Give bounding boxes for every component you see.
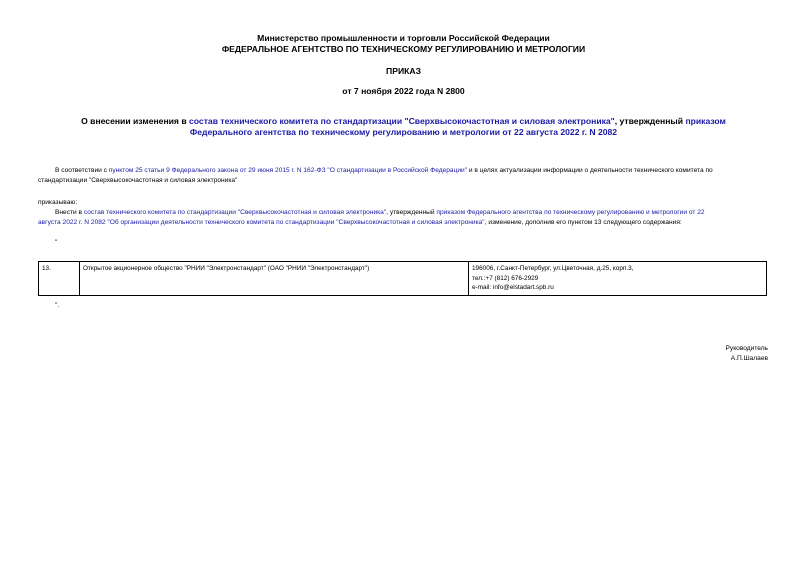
quote-open: " <box>55 239 58 246</box>
order-decree-link[interactable]: приказом Федерального агентства по техническому регулированию и метрологии от 22 <box>436 209 705 216</box>
title-text-1: О внесении изменения в <box>81 116 190 126</box>
signer-position: Руководитель <box>725 345 768 352</box>
preamble-text-2: и в целях актуализации информации о деятельности технического комитета по <box>467 167 713 174</box>
preamble-line2: стандартизации "Сверхвысокочастотная и силовая электроника" <box>38 177 238 184</box>
order-word: приказываю: <box>38 199 78 206</box>
table-row <box>39 262 767 296</box>
quote-close: ". <box>55 302 60 309</box>
organization-cell: Открытое акционерное общество "РНИИ "Электронстандарт" (ОАО "РНИИ "Электронстандарт") <box>80 262 469 296</box>
order-text-1: Внести в <box>55 209 84 216</box>
title-link-composition[interactable]: состав технического комитета по стандартизации "Сверхвысокочастотная и силовая электроника" <box>189 116 615 126</box>
phone: тел.:+7 (812) 676-2929 <box>472 274 539 282</box>
preamble-line1 <box>55 166 775 176</box>
signer-name: А.П.Шалаев <box>730 355 768 362</box>
address: 196006, г.Санкт-Петербург, ул.Цветочная, д.25, корп.3, <box>472 265 634 272</box>
order-composition-link[interactable]: состав технического комитета по стандартизации "Сверхвысокочастотная и силовая электроника" <box>83 209 387 216</box>
order-text-3: , изменение, дополнив его пунктом 13 следующего содержания: <box>484 219 682 226</box>
committee-table <box>38 261 767 296</box>
doc-title <box>0 116 807 127</box>
email: e-mail: info@elstadart.spb.ru <box>472 284 554 291</box>
preamble-law-link[interactable]: пунктом 25 статьи 9 Федерального закона от 29 июня 2015 г. N 162-ФЗ "О стандартизации в Российской Федерации" <box>108 167 468 174</box>
order-text-2: , утвержденный <box>386 209 437 216</box>
row-number: 13. <box>39 262 80 296</box>
title-link-line2[interactable]: Федерального агентства по техническому регулированию и метрологии от 22 августа 2022 г. N 2082 <box>189 127 618 137</box>
ministry-name: Министерство промышленности и торговли Российской Федерации <box>257 33 550 43</box>
date-number: от 7 ноября 2022 года N 2800 <box>342 86 465 96</box>
title-link-order[interactable]: приказом <box>685 116 726 126</box>
order-decree-link-cont[interactable]: августа 2022 г. N 2082 "Об организации деятельности технического комитета по стандартизации "Сверхвысокочастотная и силовая электроника" <box>38 219 485 226</box>
title-text-2: , утвержденный <box>614 116 686 126</box>
order-line1 <box>55 208 705 218</box>
contact-cell <box>469 262 767 296</box>
doc-type: ПРИКАЗ <box>386 66 421 76</box>
order-line2 <box>38 218 682 228</box>
preamble-text-1: В соответствии с <box>55 167 109 174</box>
agency-name: ФЕДЕРАЛЬНОЕ АГЕНТСТВО ПО ТЕХНИЧЕСКОМУ РЕГУЛИРОВАНИЮ И МЕТРОЛОГИИ <box>221 44 586 54</box>
